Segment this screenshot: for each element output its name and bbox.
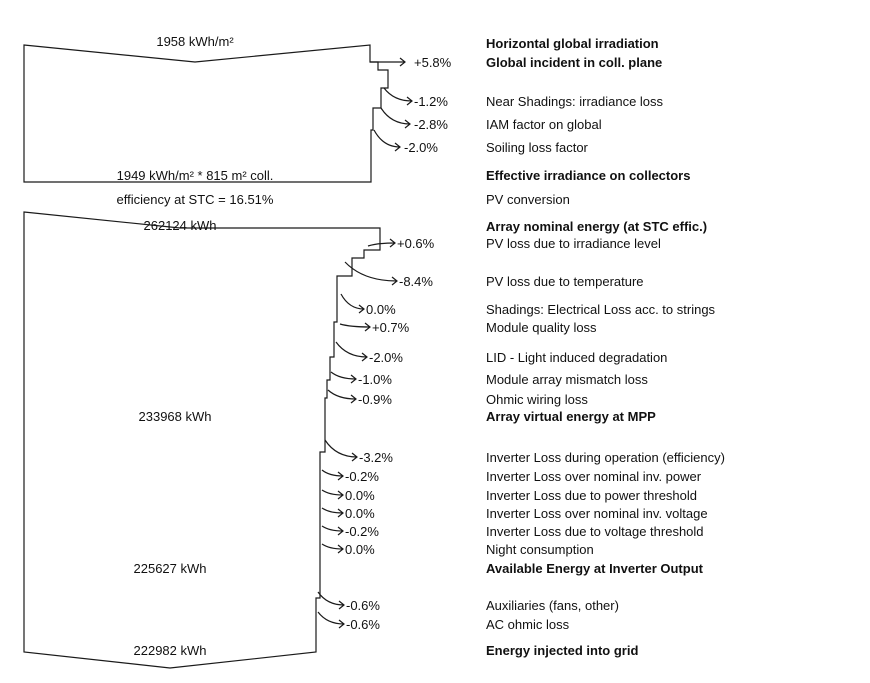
step-pct: -0.9% [358, 392, 392, 407]
step-label: Available Energy at Inverter Output [486, 561, 703, 576]
loss-arrow [381, 108, 410, 124]
irradiation-block-outline [24, 45, 388, 182]
step-pct: +5.8% [414, 55, 452, 70]
array-nominal-energy-value: 262124 kWh [143, 218, 217, 233]
step-label: Inverter Loss over nominal inv. voltage [486, 506, 708, 521]
step-label: Night consumption [486, 542, 594, 557]
step-pct: 0.0% [345, 542, 375, 557]
step-pct: -3.2% [359, 450, 393, 465]
step-label: Module array mismatch loss [486, 372, 648, 387]
step-label: Inverter Loss over nominal inv. power [486, 469, 702, 484]
step-label: Shadings: Electrical Loss acc. to strings [486, 302, 716, 317]
step-pct: -2.0% [369, 350, 403, 365]
step-label: Effective irradiance on collectors [486, 168, 691, 183]
loss-arrow [340, 324, 370, 327]
step-pct: 0.0% [345, 506, 375, 521]
stc-efficiency-text: efficiency at STC = 16.51% [116, 192, 274, 207]
step-pct: 0.0% [366, 302, 396, 317]
step-label: LID - Light induced degradation [486, 350, 668, 365]
step-label: Inverter Loss during operation (efficiency) [486, 450, 725, 465]
energy-block-outline [24, 212, 380, 668]
step-pct: -2.0% [404, 140, 438, 155]
loss-arrow [318, 592, 344, 605]
step-label: AC ohmic loss [486, 617, 570, 632]
step-label: Array nominal energy (at STC effic.) [486, 219, 708, 234]
step-label: IAM factor on global [486, 117, 602, 132]
step-pct: -0.6% [346, 617, 380, 632]
step-label: Auxiliaries (fans, other) [486, 598, 619, 613]
loss-arrow [384, 88, 412, 101]
step-pct: -0.2% [345, 469, 379, 484]
step-label: Horizontal global irradiation [486, 36, 659, 51]
inverter-output-value: 225627 kWh [133, 561, 207, 576]
step-pct: +0.7% [372, 320, 410, 335]
step-label: Module quality loss [486, 320, 597, 335]
loss-arrow [325, 440, 357, 457]
step-pct: -8.4% [399, 274, 433, 289]
step-label: PV loss due to temperature [486, 274, 644, 289]
loss-arrow [345, 262, 397, 281]
step-pct: +0.6% [397, 236, 435, 251]
step-label: Soiling loss factor [486, 140, 588, 155]
step-label: Array virtual energy at MPP [486, 409, 656, 424]
effective-irradiance-value: 1949 kWh/m² * 815 m² coll. [116, 168, 274, 183]
step-label: PV conversion [486, 192, 570, 207]
step-label: PV loss due to irradiance level [486, 236, 661, 251]
step-pct: 0.0% [345, 488, 375, 503]
step-pct: -1.0% [358, 372, 392, 387]
loss-arrow [336, 342, 367, 357]
grid-injection-value: 222982 kWh [133, 643, 207, 658]
step-pct: -0.2% [345, 524, 379, 539]
step-pct: -1.2% [414, 94, 448, 109]
step-label: Inverter Loss due to power threshold [486, 488, 698, 503]
step-label: Near Shadings: irradiance loss [486, 94, 664, 109]
horizontal-irradiation-value: 1958 kWh/m² [156, 34, 234, 49]
step-pct: -0.6% [346, 598, 380, 613]
step-label: Ohmic wiring loss [486, 392, 588, 407]
step-label: Energy injected into grid [486, 643, 639, 658]
step-label: Global incident in coll. plane [486, 55, 663, 70]
loss-arrow [328, 390, 356, 399]
step-pct: -2.8% [414, 117, 448, 132]
loss-arrow [318, 612, 344, 624]
array-virtual-energy-value: 233968 kWh [138, 409, 212, 424]
step-label: Inverter Loss due to voltage threshold [486, 524, 704, 539]
